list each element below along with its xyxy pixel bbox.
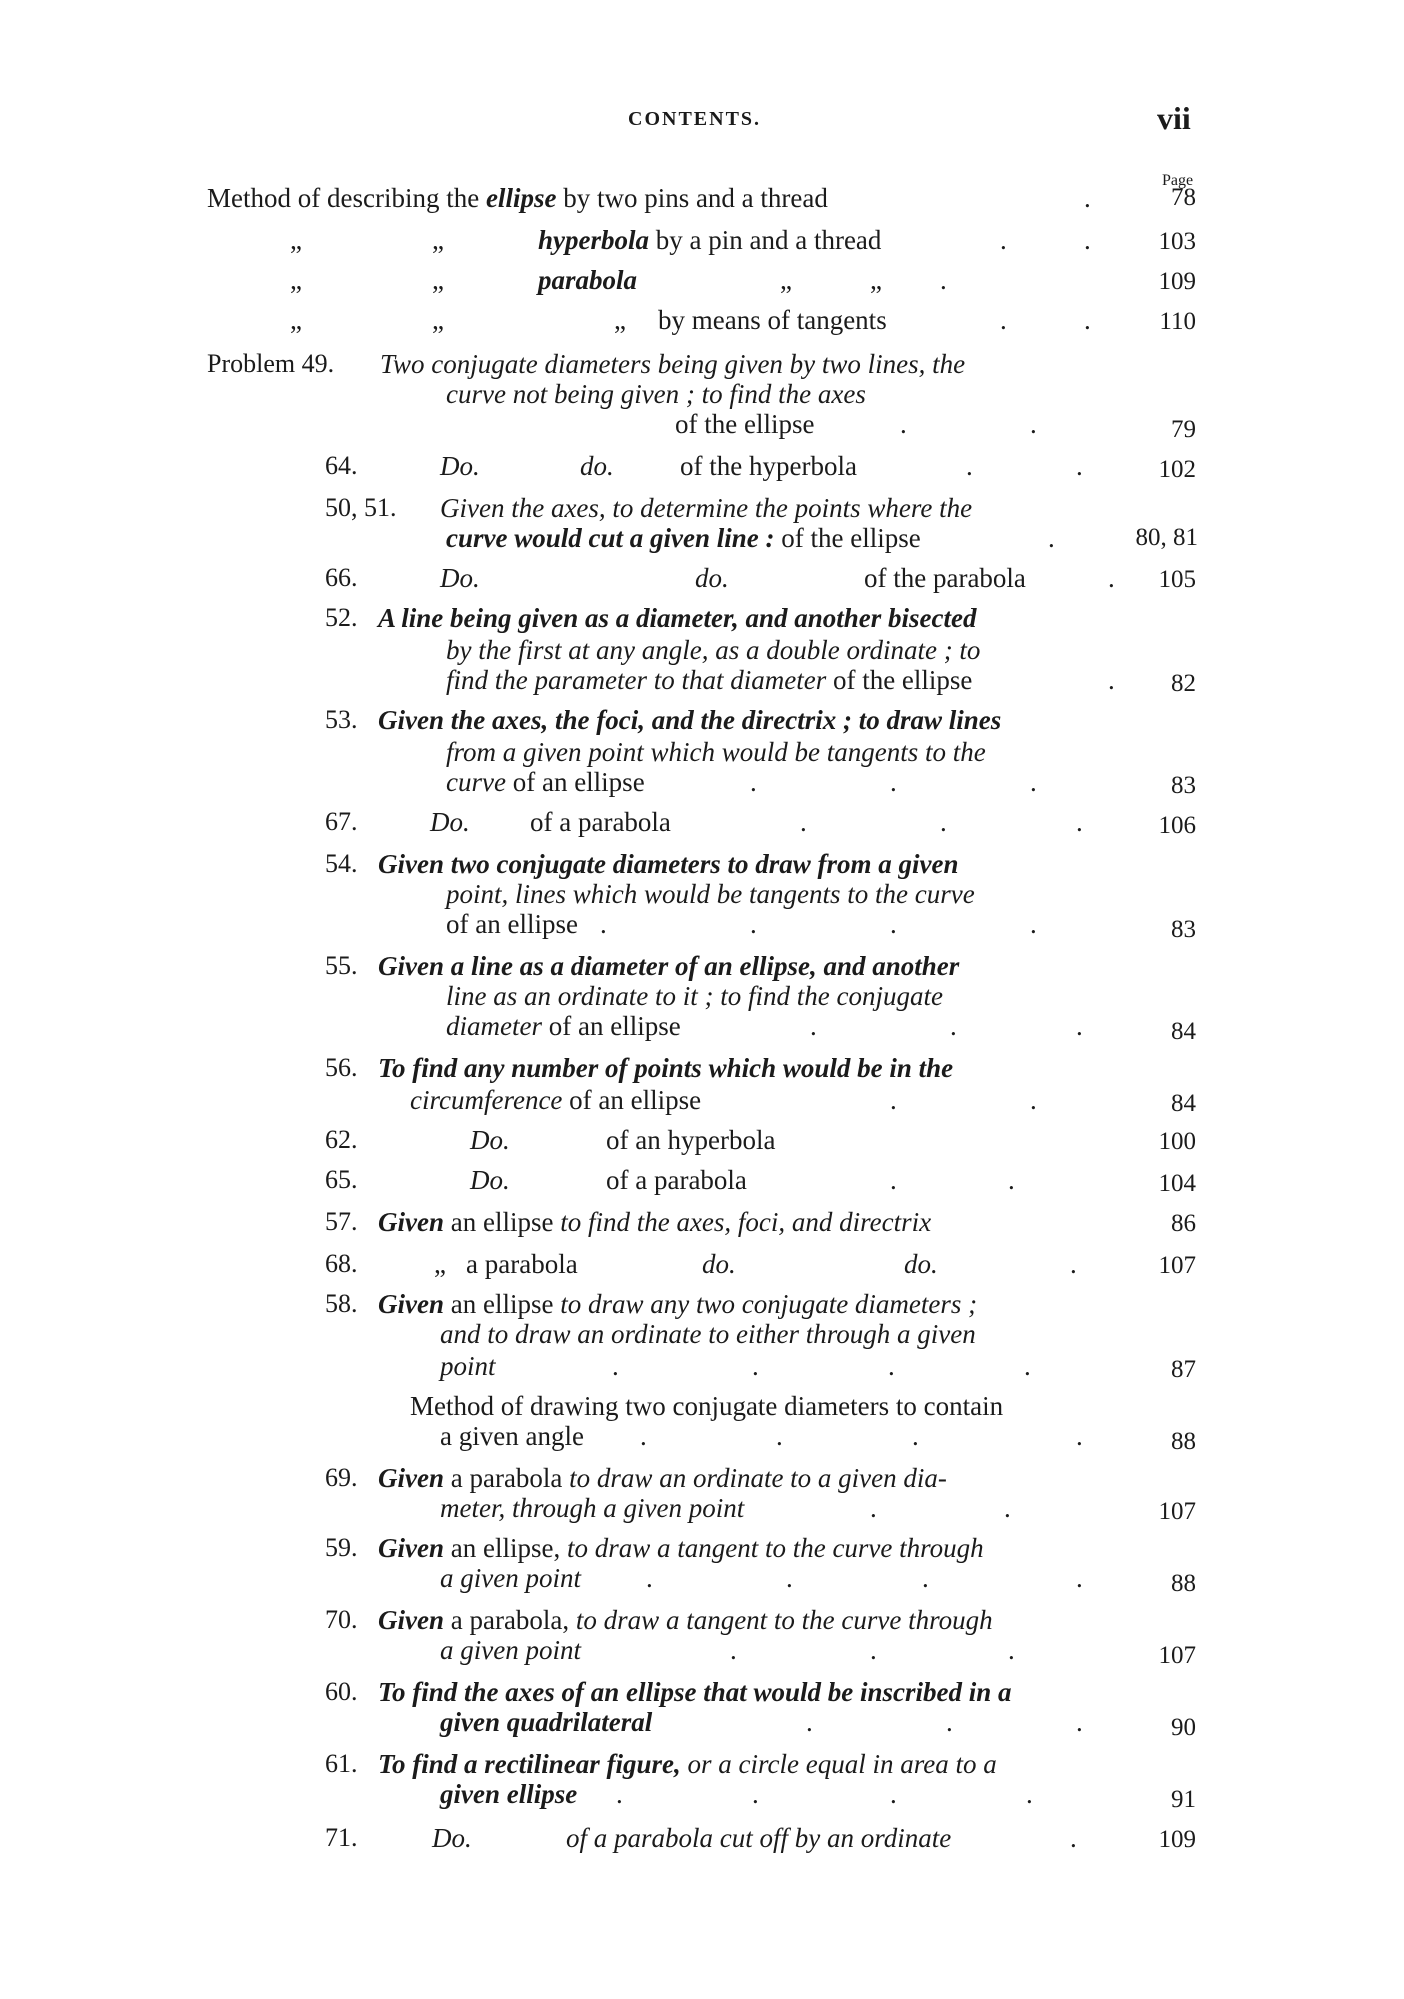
- leader-dot: .: [1076, 1563, 1083, 1593]
- ditto-mark: „: [432, 265, 444, 295]
- leader-dot: .: [806, 1707, 813, 1737]
- entry-text: by two pins and a thread: [556, 183, 828, 213]
- ditto-mark: „: [434, 1249, 446, 1279]
- page-ref: 78: [1171, 184, 1196, 211]
- toc-entry-text: [410, 1084, 701, 1116]
- entry-text: Given the axes, to determine the points where the: [440, 493, 973, 523]
- entry-text: point: [440, 1351, 496, 1381]
- ditto-text: do.: [904, 1249, 938, 1279]
- leader-dot: .: [912, 1421, 919, 1451]
- ditto-text: do.: [580, 451, 614, 481]
- entry-text: Two conjugate diameters being given by two lines, the: [380, 349, 966, 379]
- entry-text: of the ellipse: [774, 523, 921, 553]
- entry-text: meter, through a given point: [440, 1493, 745, 1523]
- toc-entry-text: [378, 1604, 993, 1636]
- ditto-text: Do.: [430, 807, 470, 837]
- leader-dot: .: [750, 767, 757, 797]
- entry-emphasis: Given: [378, 1605, 444, 1635]
- leader-dot: .: [776, 1421, 783, 1451]
- leader-dot: .: [600, 909, 607, 939]
- leader-dot: .: [800, 807, 807, 837]
- problem-number: 56.: [325, 1053, 358, 1082]
- leader-dot: .: [950, 1011, 957, 1041]
- leader-dot: .: [1000, 225, 1007, 255]
- entry-text: of an ellipse: [446, 909, 578, 939]
- toc-entry-text: [378, 1206, 931, 1238]
- entry-text: an ellipse: [443, 1289, 561, 1319]
- toc-entry-text: [378, 1462, 947, 1494]
- entry-text: a given point: [440, 1635, 581, 1665]
- leader-dot: .: [890, 1085, 897, 1115]
- entry-emphasis: Given: [378, 1463, 444, 1493]
- entry-emphasis: to draw an ordinate to a given dia-: [569, 1463, 947, 1493]
- entry-text: a given point: [440, 1563, 581, 1593]
- problem-number: 50, 51.: [325, 493, 397, 522]
- ditto-mark: „: [432, 225, 444, 255]
- page-number: vii: [1157, 100, 1191, 136]
- entry-text: line as an ordinate to it ; to find the conjugate: [446, 981, 943, 1011]
- leader-dot: .: [752, 1351, 759, 1381]
- page-ref: 79: [1171, 416, 1196, 443]
- entry-text: given quadrilateral: [440, 1707, 653, 1737]
- leader-dot: .: [1026, 1779, 1033, 1809]
- leader-dot: .: [810, 1011, 817, 1041]
- entry-emphasis: curve: [446, 767, 506, 797]
- leader-dot: .: [1076, 1011, 1083, 1041]
- leader-dot: .: [1076, 1421, 1083, 1451]
- entry-emphasis: curve would cut a given line :: [446, 523, 775, 553]
- entry-emphasis: Given: [378, 1207, 444, 1237]
- page-ref: 110: [1159, 308, 1196, 335]
- problem-number: Problem 49.: [207, 349, 335, 378]
- problem-number: 70.: [325, 1605, 358, 1634]
- ditto-text: Do.: [470, 1165, 510, 1195]
- leader-dot: .: [890, 1779, 897, 1809]
- problem-number: 68.: [325, 1249, 358, 1278]
- entry-emphasis: circumference: [410, 1085, 563, 1115]
- entry-text: point, lines which would be tangents to the curve: [446, 879, 975, 909]
- toc-entry-text: [446, 664, 972, 696]
- page-ref: 106: [1158, 812, 1196, 839]
- entry-text: from a given point which would be tangents to the: [446, 737, 986, 767]
- page-ref: 100: [1158, 1128, 1196, 1155]
- toc-entry-text: [446, 766, 645, 798]
- problem-number: 69.: [325, 1463, 358, 1492]
- leader-dot: .: [1024, 1351, 1031, 1381]
- entry-emphasis: To find a rectilinear figure,: [378, 1749, 681, 1779]
- page-ref: 84: [1171, 1018, 1196, 1045]
- entry-text: of an ellipse: [541, 1011, 681, 1041]
- problem-number: 66.: [325, 563, 358, 592]
- leader-dot: .: [1030, 1085, 1037, 1115]
- leader-dot: .: [922, 1563, 929, 1593]
- page-ref: 107: [1158, 1498, 1196, 1525]
- problem-number: 53.: [325, 705, 358, 734]
- leader-dot: .: [1030, 909, 1037, 939]
- entry-text: To find the axes of an ellipse that would be inscribed in a: [378, 1677, 1012, 1707]
- leader-dot: .: [890, 767, 897, 797]
- entry-text: Given the axes, the foci, and the directrix ; to draw lines: [378, 705, 1002, 735]
- toc-entry-text: [378, 1532, 984, 1564]
- page-ref: 80, 81: [1135, 524, 1198, 551]
- entry-emphasis: find the parameter to that diameter: [446, 665, 827, 695]
- page-ref: 88: [1171, 1428, 1196, 1455]
- entry-text: an ellipse: [443, 1207, 561, 1237]
- leader-dot: .: [1030, 767, 1037, 797]
- problem-number: 64.: [325, 451, 358, 480]
- entry-text: of a parabola: [606, 1165, 747, 1195]
- leader-dot: .: [640, 1421, 647, 1451]
- ditto-mark: „: [870, 265, 882, 295]
- entry-emphasis: diameter: [446, 1011, 542, 1041]
- leader-dot: .: [1004, 1493, 1011, 1523]
- problem-number: 52.: [325, 603, 358, 632]
- leader-dot: .: [940, 265, 947, 295]
- leader-dot: .: [730, 1635, 737, 1665]
- entry-text: of an hyperbola: [606, 1125, 776, 1155]
- entry-text: Method of drawing two conjugate diameters to contain: [410, 1391, 1004, 1421]
- leader-dot: .: [1108, 563, 1115, 593]
- page-ref: 87: [1171, 1356, 1196, 1383]
- page-ref: 107: [1158, 1252, 1196, 1279]
- entry-text: of a parabola: [530, 807, 671, 837]
- ditto-mark: „: [614, 305, 626, 335]
- leader-dot: .: [786, 1563, 793, 1593]
- entry-text: of a parabola cut off by an ordinate: [566, 1823, 952, 1853]
- entry-text: Method of describing the: [207, 183, 486, 213]
- problem-number: 60.: [325, 1677, 358, 1706]
- entry-emphasis: to find the axes, foci, and directrix: [560, 1207, 932, 1237]
- entry-text: by the first at any angle, as a double ordinate ; to: [446, 635, 981, 665]
- toc-entry-text: [538, 224, 881, 256]
- leader-dot: .: [1048, 523, 1055, 553]
- leader-dot: .: [1070, 1823, 1077, 1853]
- leader-dot: .: [1108, 665, 1115, 695]
- ditto-text: Do.: [440, 563, 480, 593]
- entry-emphasis: to draw a tangent to the curve through: [566, 1533, 984, 1563]
- entry-emphasis: Given: [378, 1533, 444, 1563]
- leader-dot: .: [1084, 225, 1091, 255]
- entry-emphasis: ellipse: [485, 183, 557, 213]
- page-ref: 84: [1171, 1090, 1196, 1117]
- toc-entry-text: [446, 522, 921, 554]
- page-ref: 82: [1171, 670, 1196, 697]
- running-header: CONTENTS.: [628, 108, 762, 130]
- problem-number: 71.: [325, 1823, 358, 1852]
- page-ref: 104: [1158, 1170, 1196, 1197]
- page-column-label: Page: [1162, 172, 1194, 189]
- entry-text: of the ellipse: [826, 665, 973, 695]
- ditto-mark: „: [290, 305, 302, 335]
- ditto-text: Do.: [440, 451, 480, 481]
- ditto-mark: „: [290, 225, 302, 255]
- ditto-text: do.: [702, 1249, 736, 1279]
- entry-text: and to draw an ordinate to either through a given: [440, 1319, 976, 1349]
- entry-text: a parabola: [466, 1249, 578, 1279]
- leader-dot: .: [1076, 451, 1083, 481]
- leader-dot: .: [616, 1779, 623, 1809]
- leader-dot: .: [1084, 183, 1091, 213]
- page-ref: 103: [1158, 228, 1196, 255]
- leader-dot: .: [1076, 807, 1083, 837]
- leader-dot: .: [752, 1779, 759, 1809]
- entry-text: To find any number of points which would be in the: [378, 1053, 954, 1083]
- leader-dot: .: [1070, 1249, 1077, 1279]
- entry-text: A line being given as a diameter, and another bisected: [378, 603, 977, 633]
- ditto-mark: „: [290, 265, 302, 295]
- ditto-mark: „: [780, 265, 792, 295]
- problem-number: 65.: [325, 1165, 358, 1194]
- page-ref: 90: [1171, 1714, 1196, 1741]
- problem-number: 62.: [325, 1125, 358, 1154]
- page-ref: 83: [1171, 916, 1196, 943]
- entry-text: of the hyperbola: [680, 451, 857, 481]
- ditto-text: Do.: [432, 1823, 472, 1853]
- entry-text: a parabola,: [443, 1605, 576, 1635]
- toc-entry-text: [446, 1010, 681, 1042]
- leader-dot: .: [870, 1635, 877, 1665]
- problem-number: 57.: [325, 1207, 358, 1236]
- entry-text: Given a line as a diameter of an ellipse, and another: [378, 951, 960, 981]
- leader-dot: .: [750, 909, 757, 939]
- entry-text: given ellipse: [440, 1779, 578, 1809]
- leader-dot: .: [1000, 305, 1007, 335]
- entry-text: of the parabola: [864, 563, 1026, 593]
- page-ref: 86: [1171, 1210, 1196, 1237]
- ditto-text: do.: [695, 563, 729, 593]
- leader-dot: .: [1084, 305, 1091, 335]
- leader-dot: .: [900, 409, 907, 439]
- entry-text: of an ellipse: [562, 1085, 702, 1115]
- page-ref: 107: [1158, 1642, 1196, 1669]
- leader-dot: .: [1076, 1707, 1083, 1737]
- entry-emphasis: Given: [378, 1289, 444, 1319]
- leader-dot: .: [612, 1351, 619, 1381]
- page-ref: 105: [1158, 566, 1196, 593]
- leader-dot: .: [890, 909, 897, 939]
- entry-text: an ellipse,: [443, 1533, 567, 1563]
- leader-dot: .: [888, 1351, 895, 1381]
- problem-number: 67.: [325, 807, 358, 836]
- entry-emphasis: to draw a tangent to the curve through: [575, 1605, 993, 1635]
- leader-dot: .: [646, 1563, 653, 1593]
- problem-number: 58.: [325, 1289, 358, 1318]
- toc-entry-text: [378, 1288, 977, 1320]
- leader-dot: .: [890, 1165, 897, 1195]
- problem-number: 61.: [325, 1749, 358, 1778]
- page-ref: 91: [1171, 1786, 1196, 1813]
- entry-text: by means of tangents: [658, 305, 887, 335]
- entry-emphasis: or a circle equal in area to a: [680, 1749, 997, 1779]
- page-ref: 83: [1171, 772, 1196, 799]
- leader-dot: .: [870, 1493, 877, 1523]
- toc-entry-text: [207, 182, 828, 214]
- entry-text: of the ellipse: [675, 409, 815, 439]
- problem-number: 54.: [325, 849, 358, 878]
- entry-text: of an ellipse: [505, 767, 645, 797]
- page-ref: 102: [1158, 456, 1196, 483]
- page-ref: 109: [1158, 1826, 1196, 1853]
- problem-number: 55.: [325, 951, 358, 980]
- entry-text: curve not being given ; to find the axes: [446, 379, 866, 409]
- ditto-mark: „: [432, 305, 444, 335]
- entry-emphasis: to draw any two conjugate diameters ;: [560, 1289, 978, 1319]
- leader-dot: .: [1030, 409, 1037, 439]
- toc-entry-text: [378, 1748, 997, 1780]
- leader-dot: .: [966, 451, 973, 481]
- leader-dot: .: [946, 1707, 953, 1737]
- leader-dot: .: [940, 807, 947, 837]
- entry-emphasis: parabola: [538, 265, 638, 295]
- ditto-text: Do.: [470, 1125, 510, 1155]
- entry-emphasis: hyperbola: [538, 225, 649, 255]
- entry-text: a parabola: [443, 1463, 570, 1493]
- page-ref: 109: [1158, 268, 1196, 295]
- entry-text: by a pin and a thread: [649, 225, 882, 255]
- entry-text: a given angle: [440, 1421, 584, 1451]
- entry-text: Given two conjugate diameters to draw from a given: [378, 849, 959, 879]
- leader-dot: .: [1008, 1635, 1015, 1665]
- leader-dot: .: [1008, 1165, 1015, 1195]
- page-ref: 88: [1171, 1570, 1196, 1597]
- problem-number: 59.: [325, 1533, 358, 1562]
